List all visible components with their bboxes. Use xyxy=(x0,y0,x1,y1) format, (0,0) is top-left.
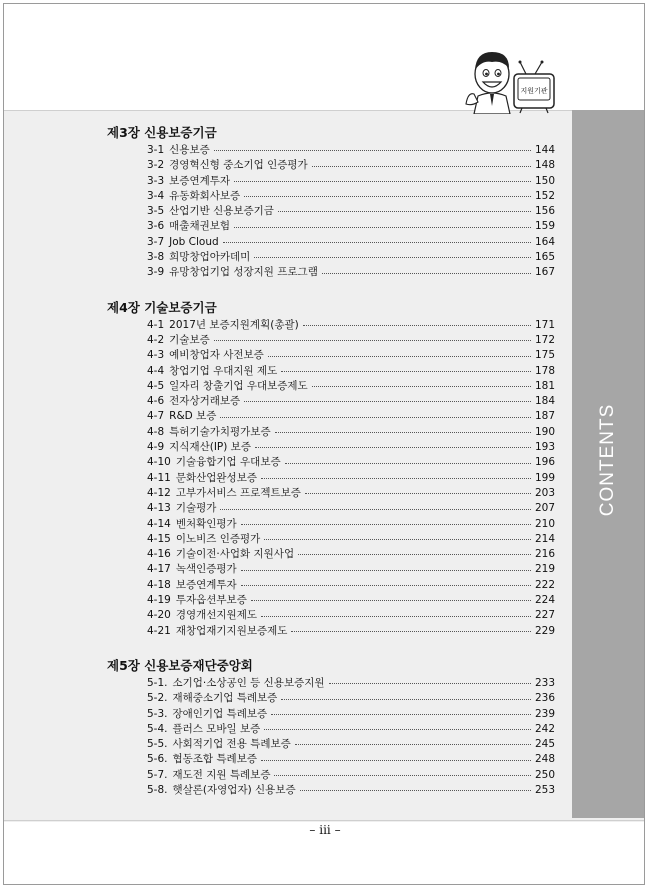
toc-entry[interactable] xyxy=(105,768,555,783)
mascot-illustration xyxy=(462,40,562,114)
toc-entry-title: 벤처확인평가 xyxy=(175,517,237,530)
toc-entry[interactable] xyxy=(105,532,555,547)
toc-entry-title: 지식재산(IP) 보증 xyxy=(169,441,251,454)
toc-entry-title: 재해중소기업 특례보증 xyxy=(172,692,278,705)
toc-entry-title: 기술평가 xyxy=(175,502,217,515)
toc-entry[interactable] xyxy=(105,348,555,363)
toc-entry[interactable] xyxy=(105,676,555,691)
toc-entry-title: 기술이전·사업화 지원사업 xyxy=(175,548,295,561)
toc-dot-leader xyxy=(329,683,531,684)
chapter-section xyxy=(105,124,555,281)
toc-entry-page: 199 xyxy=(534,471,555,484)
toc-entry-page: 236 xyxy=(534,692,555,705)
toc-dot-leader xyxy=(234,227,531,228)
toc-entry-page: 178 xyxy=(534,364,555,377)
toc-dot-leader xyxy=(281,699,531,700)
side-tab-label: CONTENTS xyxy=(597,403,618,517)
toc-entry-number: 4-4 xyxy=(147,364,165,377)
toc-entry-title: 보증연계투자 xyxy=(175,578,237,591)
toc-entry-title: 보증연계투자 xyxy=(169,174,231,187)
toc-dot-leader xyxy=(261,616,531,617)
toc-entry-page: 181 xyxy=(534,379,555,392)
toc-entry-title: 경영혁신형 중소기업 인증평가 xyxy=(169,159,308,172)
toc-entry-page: 227 xyxy=(534,609,555,622)
toc-dot-leader xyxy=(214,150,531,151)
toc-entry-number: 4-13 xyxy=(147,502,171,515)
toc-entry-title: 기술융합기업 우대보증 xyxy=(175,456,281,469)
toc-entry[interactable] xyxy=(105,624,555,639)
toc-entry-number: 5-5. xyxy=(147,738,168,751)
toc-dot-leader xyxy=(244,401,531,402)
toc-dot-leader xyxy=(220,417,531,418)
toc-entry-title: 2017년 보증지원계획(총괄) xyxy=(169,318,299,331)
toc-entry-title: 유망창업기업 성장지원 프로그램 xyxy=(169,266,318,279)
toc-entry[interactable] xyxy=(105,707,555,722)
toc-entry-title: 특허기술가치평가보증 xyxy=(169,425,271,438)
toc-entry-number: 3-9 xyxy=(147,266,165,279)
toc-entry[interactable] xyxy=(105,737,555,752)
toc-dot-leader xyxy=(275,432,531,433)
toc-entry-number: 5-3. xyxy=(147,707,168,720)
toc-entry-number: 4-7 xyxy=(147,410,165,423)
toc-entry[interactable] xyxy=(105,455,555,470)
toc-entry-number: 4-20 xyxy=(147,609,171,622)
toc-entry-page: 164 xyxy=(534,235,555,248)
toc-entry[interactable] xyxy=(105,501,555,516)
toc-entry-title: 재창업재기지원보증제도 xyxy=(175,624,288,637)
toc-entry-title: 협동조합 특례보증 xyxy=(172,753,257,766)
toc-entry-page: 156 xyxy=(534,205,555,218)
toc-entry[interactable] xyxy=(105,783,555,798)
toc-entry-page: 167 xyxy=(534,266,555,279)
toc-entry-page: 190 xyxy=(534,425,555,438)
toc-entry-number: 4-8 xyxy=(147,425,165,438)
table-of-contents xyxy=(105,124,555,816)
toc-entry-page: 250 xyxy=(534,768,555,781)
toc-entry[interactable] xyxy=(105,333,555,348)
toc-entry-title: 고부가서비스 프로젝트보증 xyxy=(175,486,301,499)
toc-entry[interactable] xyxy=(105,379,555,394)
toc-dot-leader xyxy=(241,524,531,525)
toc-dot-leader xyxy=(223,242,531,243)
toc-dot-leader xyxy=(214,340,531,341)
toc-dot-leader xyxy=(305,493,531,494)
toc-dot-leader xyxy=(264,539,531,540)
toc-entry-page: 159 xyxy=(534,220,555,233)
chapter-title: 제4장 기술보증기금 xyxy=(107,299,217,315)
toc-entry-title: 일자리 창출기업 우대보증제도 xyxy=(169,379,308,392)
toc-entry-page: 239 xyxy=(534,707,555,720)
toc-entry-number: 4-5 xyxy=(147,379,165,392)
toc-dot-leader xyxy=(274,775,531,776)
toc-entry-number: 3-5 xyxy=(147,205,165,218)
toc-entry-number: 4-6 xyxy=(147,395,165,408)
toc-entry-page: 229 xyxy=(534,624,555,637)
toc-entry[interactable] xyxy=(105,143,555,158)
toc-entry[interactable] xyxy=(105,250,555,265)
toc-entry-title: R&D 보증 xyxy=(169,410,217,423)
toc-entry[interactable] xyxy=(105,425,555,440)
toc-entry[interactable] xyxy=(105,562,555,577)
toc-entry-page: 150 xyxy=(534,174,555,187)
toc-entry[interactable] xyxy=(105,517,555,532)
toc-entry-number: 3-3 xyxy=(147,174,165,187)
toc-entry-page: 165 xyxy=(534,251,555,264)
toc-entry[interactable] xyxy=(105,235,555,250)
toc-entry[interactable] xyxy=(105,265,555,280)
toc-entry-page: 253 xyxy=(534,783,555,796)
toc-entry-page: 175 xyxy=(534,349,555,362)
toc-entry[interactable] xyxy=(105,219,555,234)
toc-entry-number: 5-6. xyxy=(147,753,168,766)
toc-entry-number: 3-7 xyxy=(147,235,165,248)
toc-dot-leader xyxy=(268,356,531,357)
toc-entry-number: 3-1 xyxy=(147,144,165,156)
toc-entry-page: 219 xyxy=(534,563,555,576)
toc-entry[interactable] xyxy=(105,409,555,424)
toc-entry-number: 4-10 xyxy=(147,456,171,469)
toc-entry-page: 148 xyxy=(534,159,555,172)
toc-entry-number: 3-4 xyxy=(147,189,165,202)
toc-entry-page: 214 xyxy=(534,532,555,545)
toc-entry-title: 산업기반 신용보증기금 xyxy=(169,205,274,218)
toc-entry-number: 4-12 xyxy=(147,486,171,499)
toc-entry-title: 유동화회사보증 xyxy=(169,189,241,202)
toc-entry-page: 203 xyxy=(534,486,555,499)
toc-dot-leader xyxy=(291,631,531,632)
toc-dot-leader xyxy=(261,760,531,761)
toc-entry[interactable] xyxy=(105,547,555,562)
toc-entry-number: 3-6 xyxy=(147,220,165,233)
chapter-section xyxy=(105,657,555,798)
toc-entry[interactable] xyxy=(105,608,555,623)
toc-dot-leader xyxy=(312,386,531,387)
toc-entry[interactable] xyxy=(105,486,555,501)
toc-entry-page: 193 xyxy=(534,441,555,454)
toc-entry-page: 187 xyxy=(534,410,555,423)
toc-entry-title: 희망창업아카데미 xyxy=(169,251,251,264)
mascot-sign-text: 지원기관 xyxy=(520,87,548,95)
toc-entry-title: 소기업·소상공인 등 신용보증지원 xyxy=(172,676,325,689)
toc-entry-number: 4-15 xyxy=(147,532,171,545)
toc-entry-page: 171 xyxy=(534,318,555,331)
toc-entry-page: 233 xyxy=(534,676,555,689)
toc-entry-title: 사회적기업 전용 특례보증 xyxy=(172,738,291,751)
toc-entry-title: 전자상거래보증 xyxy=(169,395,241,408)
toc-entry-page: 245 xyxy=(534,738,555,751)
toc-entry[interactable] xyxy=(105,174,555,189)
toc-dot-leader xyxy=(271,714,531,715)
toc-entry-page: 242 xyxy=(534,722,555,735)
toc-dot-leader xyxy=(264,729,531,730)
toc-entry-number: 4-18 xyxy=(147,578,171,591)
toc-entry-title: 이노비즈 인증평가 xyxy=(175,532,261,545)
toc-entry[interactable] xyxy=(105,204,555,219)
toc-entry[interactable] xyxy=(105,158,555,173)
toc-entry-title: 기술보증 xyxy=(169,333,210,346)
toc-entry[interactable] xyxy=(105,364,555,379)
toc-dot-leader xyxy=(312,166,531,167)
toc-dot-leader xyxy=(322,273,531,274)
toc-dot-leader xyxy=(254,257,531,258)
toc-entry-page: 222 xyxy=(534,578,555,591)
toc-entry[interactable] xyxy=(105,318,555,333)
toc-entry-number: 5-2. xyxy=(147,692,168,705)
toc-dot-leader xyxy=(255,447,531,448)
toc-dot-leader xyxy=(295,744,531,745)
toc-entry-page: 152 xyxy=(534,189,555,202)
toc-entry-number: 4-11 xyxy=(147,471,171,484)
toc-entry-page: 216 xyxy=(534,548,555,561)
toc-entry-title: 녹색인증평가 xyxy=(175,563,237,576)
toc-entry[interactable] xyxy=(105,578,555,593)
toc-dot-leader xyxy=(285,463,531,464)
toc-dot-leader xyxy=(261,478,531,479)
toc-entry[interactable] xyxy=(105,440,555,455)
toc-entry[interactable] xyxy=(105,722,555,737)
toc-dot-leader xyxy=(298,554,531,555)
toc-entry[interactable] xyxy=(105,691,555,706)
toc-dot-leader xyxy=(251,600,531,601)
toc-dot-leader xyxy=(303,325,531,326)
toc-entry-title: 창업기업 우대지원 제도 xyxy=(169,364,278,377)
toc-dot-leader xyxy=(278,211,531,212)
toc-dot-leader xyxy=(300,790,531,791)
toc-entry-number: 5-4. xyxy=(147,722,168,735)
toc-entry[interactable] xyxy=(105,471,555,486)
toc-entry-title: 플러스 모바일 보증 xyxy=(172,722,261,735)
toc-entry-title: 투자옵션부보증 xyxy=(175,594,247,607)
chapter-title: 제5장 신용보증재단중앙회 xyxy=(107,657,253,673)
toc-entry-number: 4-16 xyxy=(147,548,171,561)
toc-entry-title: 매출채권보험 xyxy=(169,220,231,233)
toc-entry-number: 5-7. xyxy=(147,768,168,781)
toc-entry-page: 248 xyxy=(534,753,555,766)
toc-entry-page: 210 xyxy=(534,517,555,530)
toc-entry-number: 4-9 xyxy=(147,441,165,454)
toc-dot-leader xyxy=(244,196,531,197)
toc-entry[interactable] xyxy=(105,593,555,608)
toc-dot-leader xyxy=(234,181,531,182)
toc-entry-number: 4-1 xyxy=(147,318,165,331)
toc-entry-title: Job Cloud xyxy=(169,235,219,248)
toc-entry-title: 예비창업자 사전보증 xyxy=(169,349,264,362)
toc-entry-title: 재도전 지원 특례보증 xyxy=(172,768,271,781)
toc-entry-number: 4-17 xyxy=(147,563,171,576)
chapter-section xyxy=(105,299,555,639)
toc-entry-number: 4-3 xyxy=(147,349,165,362)
toc-entry-page: 196 xyxy=(534,456,555,469)
toc-entry[interactable] xyxy=(105,752,555,767)
toc-entry[interactable] xyxy=(105,394,555,409)
toc-entry-title: 신용보증 xyxy=(169,144,210,156)
toc-dot-leader xyxy=(281,371,531,372)
toc-entry-title: 문화산업완성보증 xyxy=(175,471,257,484)
chapter-title: 제3장 신용보증기금 xyxy=(107,125,217,140)
page-number: – iii – xyxy=(309,823,341,837)
toc-entry[interactable] xyxy=(105,189,555,204)
toc-entry-page: 184 xyxy=(534,395,555,408)
toc-entry-number: 3-2 xyxy=(147,159,165,172)
toc-entry-number: 3-8 xyxy=(147,251,165,264)
toc-entry-page: 207 xyxy=(534,502,555,515)
toc-entry-page: 144 xyxy=(534,144,555,156)
toc-dot-leader xyxy=(241,585,531,586)
toc-entry-number: 5-1. xyxy=(147,676,168,689)
toc-entry-title: 햇살론(자영업자) 신용보증 xyxy=(172,783,296,796)
toc-entry-number: 4-21 xyxy=(147,624,171,637)
toc-entry-page: 172 xyxy=(534,333,555,346)
toc-dot-leader xyxy=(241,570,531,571)
toc-entry-number: 4-19 xyxy=(147,594,171,607)
toc-entry-page: 224 xyxy=(534,594,555,607)
toc-entry-title: 경영개선지원제도 xyxy=(175,609,257,622)
toc-entry-number: 5-8. xyxy=(147,783,168,796)
toc-entry-title: 장애인기업 특례보증 xyxy=(172,707,268,720)
toc-entry-number: 4-2 xyxy=(147,333,165,346)
toc-entry-number: 4-14 xyxy=(147,517,171,530)
toc-dot-leader xyxy=(220,509,531,510)
